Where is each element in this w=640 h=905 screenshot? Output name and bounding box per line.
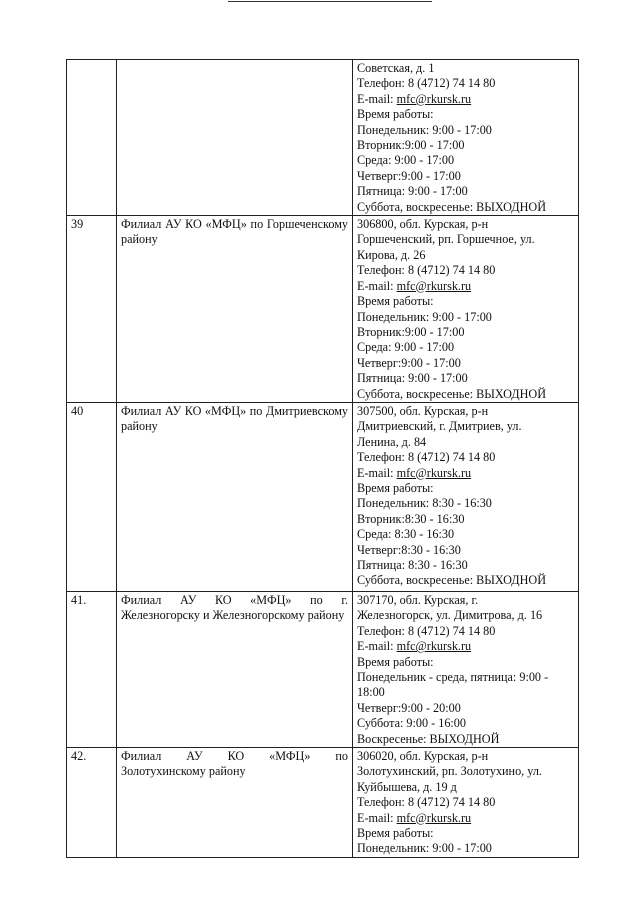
address-line: Железногорск, ул. Димитрова, д. 16 — [357, 608, 543, 623]
email-label: E-mail: — [357, 639, 394, 654]
email-line — [357, 92, 574, 107]
table-row — [67, 402, 579, 591]
hours-line: Среда: 9:00 - 17:00 — [357, 340, 455, 355]
email-label: E-mail: — [357, 465, 394, 480]
hours-line: Пятница: 9:00 - 17:00 — [357, 371, 468, 386]
table-row — [67, 60, 579, 216]
email-link[interactable]: mfc@rkursk.ru — [396, 91, 472, 106]
email-line — [357, 466, 574, 481]
hours-line: Понедельник - среда, пятница: 9:00 - — [357, 669, 549, 684]
phone-line: Телефон: 8 (4712) 74 14 80 — [357, 263, 496, 278]
email-link[interactable]: mfc@rkursk.ru — [396, 639, 472, 654]
hours-line: Понедельник: 9:00 - 17:00 — [357, 309, 492, 324]
top-rule — [228, 1, 432, 2]
row-number — [67, 60, 117, 216]
hours-line: Пятница: 9:00 - 17:00 — [357, 184, 468, 199]
address-line: Кирова, д. 26 — [357, 247, 426, 262]
table-row — [67, 216, 579, 403]
phone-line: Телефон: 8 (4712) 74 14 80 — [357, 450, 496, 465]
hours-line: Воскресенье: ВЫХОДНОЙ — [357, 731, 500, 746]
hours-line: Вторник:9:00 - 17:00 — [357, 138, 465, 153]
phone-line: Телефон: 8 (4712) 74 14 80 — [357, 623, 496, 638]
email-label: E-mail: — [357, 91, 394, 106]
hours-line: Суббота, воскресенье: ВЫХОДНОЙ — [357, 199, 547, 214]
hours-line: Четверг:9:00 - 17:00 — [357, 168, 461, 183]
table-row — [67, 591, 579, 747]
branch-details — [353, 402, 579, 591]
email-line — [357, 279, 574, 294]
hours-line: Четверг:8:30 - 16:30 — [357, 542, 461, 557]
address-line: Горшеченский, рп. Горшечное, ул. — [357, 232, 535, 247]
branch-details — [353, 591, 579, 747]
email-link[interactable]: mfc@rkursk.ru — [396, 810, 472, 825]
hours-heading: Время работы: — [357, 107, 434, 122]
table-row — [67, 748, 579, 858]
hours-heading: Время работы: — [357, 480, 434, 495]
address-line: 307170, обл. Курская, г. — [357, 592, 479, 607]
address-line: Золотухинский, рп. Золотухино, ул. — [357, 764, 542, 779]
email-line — [357, 811, 574, 826]
hours-heading: Время работы: — [357, 654, 434, 669]
row-number: 39 — [67, 216, 117, 403]
branch-table — [66, 59, 579, 858]
email-link[interactable]: mfc@rkursk.ru — [396, 278, 472, 293]
hours-line: Понедельник: 8:30 - 16:30 — [357, 496, 492, 511]
phone-line: Телефон: 8 (4712) 74 14 80 — [357, 795, 496, 810]
address-line: Советская, д. 1 — [357, 61, 435, 75]
hours-line: Среда: 8:30 - 16:30 — [357, 527, 455, 542]
branch-name: Филиал АУ КО «МФЦ» по Золотухинскому району — [117, 748, 353, 858]
hours-heading: Время работы: — [357, 826, 434, 841]
hours-line: Суббота, воскресенье: ВЫХОДНОЙ — [357, 386, 547, 401]
hours-line: Вторник:9:00 - 17:00 — [357, 324, 465, 339]
address-line: 306020, обл. Курская, р-н — [357, 749, 489, 763]
address-line: 306800, обл. Курская, р-н — [357, 217, 489, 232]
hours-line: Понедельник: 9:00 - 17:00 — [357, 122, 492, 137]
row-number: 42. — [67, 748, 117, 858]
email-line — [357, 639, 574, 654]
hours-line: Суббота, воскресенье: ВЫХОДНОЙ — [357, 573, 547, 588]
phone-line: Телефон: 8 (4712) 74 14 80 — [357, 76, 496, 91]
branch-name: Филиал АУ КО «МФЦ» по Дмитриевскому району — [117, 402, 353, 591]
hours-line: Вторник:8:30 - 16:30 — [357, 511, 465, 526]
address-line: Дмитриевский, г. Дмитриев, ул. — [357, 419, 522, 434]
hours-line: Среда: 9:00 - 17:00 — [357, 153, 455, 168]
hours-line: Четверг:9:00 - 20:00 — [357, 700, 461, 715]
branch-details — [353, 748, 579, 858]
email-label: E-mail: — [357, 810, 394, 825]
row-number: 40 — [67, 402, 117, 591]
hours-line: 18:00 — [357, 685, 385, 700]
email-link[interactable]: mfc@rkursk.ru — [396, 465, 472, 480]
hours-line: Понедельник: 9:00 - 17:00 — [357, 841, 492, 856]
hours-line: Пятница: 8:30 - 16:30 — [357, 558, 468, 572]
hours-line: Суббота: 9:00 - 16:00 — [357, 716, 466, 731]
branch-details — [353, 216, 579, 403]
branch-name — [117, 60, 353, 216]
email-label: E-mail: — [357, 278, 394, 293]
branch-name: Филиал АУ КО «МФЦ» по Горшеченскому району — [117, 216, 353, 403]
address-line: 307500, обл. Курская, р-н — [357, 403, 489, 418]
row-number: 41. — [67, 591, 117, 747]
address-line: Ленина, д. 84 — [357, 434, 427, 449]
branch-name: Филиал АУ КО «МФЦ» по г. Железногорску и Железногорскому району — [117, 591, 353, 747]
branch-details — [353, 60, 579, 216]
address-line: Куйбышева, д. 19 д — [357, 779, 457, 794]
hours-line: Четверг:9:00 - 17:00 — [357, 355, 461, 370]
hours-heading: Время работы: — [357, 294, 434, 309]
